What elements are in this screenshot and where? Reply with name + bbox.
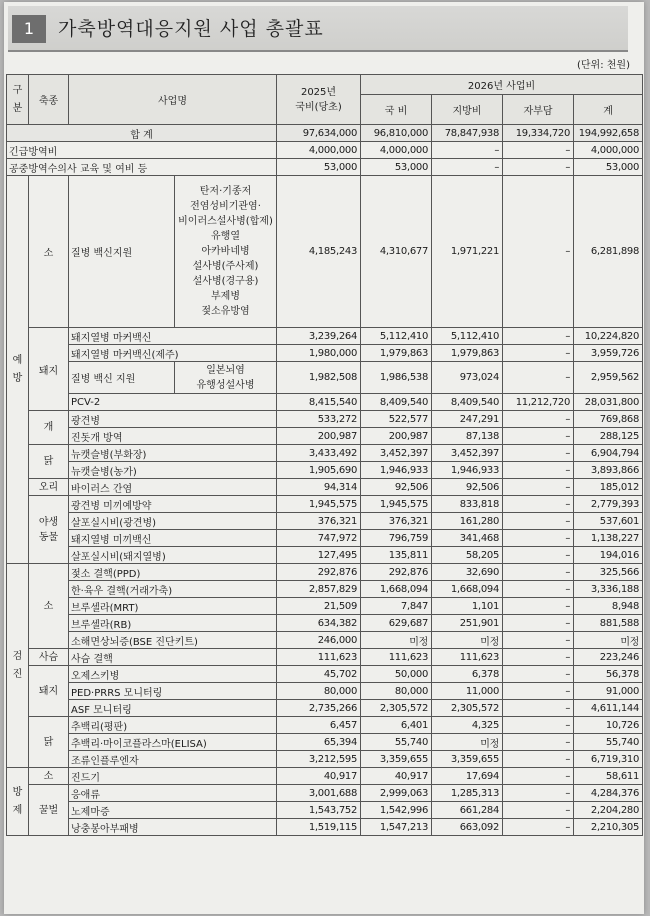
value-cell: 21,509 [277, 598, 361, 615]
section-number: 1 [12, 15, 46, 43]
table-row [7, 632, 643, 649]
value-cell: 341,468 [432, 530, 503, 547]
table-row [7, 564, 643, 581]
value-cell: 533,272 [277, 411, 361, 428]
project-name: 돼지열병 마커백신 [69, 328, 277, 345]
value-cell: 111,623 [432, 649, 503, 666]
value-cell: 2,999,063 [361, 785, 432, 802]
species-dog: 개 [29, 411, 69, 445]
project-name: PCV-2 [69, 394, 277, 411]
cell: 53,000 [574, 159, 643, 176]
cell: 4,000,000 [361, 142, 432, 159]
value-cell: 6,378 [432, 666, 503, 683]
table-row [7, 394, 643, 411]
col-species: 축종 [29, 75, 69, 125]
value-cell: 28,031,800 [574, 394, 643, 411]
cell: 78,847,938 [432, 125, 503, 142]
project-name: 광견병 [69, 411, 277, 428]
col-project: 사업명 [69, 75, 277, 125]
value-cell: – [503, 819, 574, 836]
cell: – [432, 142, 503, 159]
value-cell: 17,694 [432, 768, 503, 785]
value-cell: – [503, 176, 574, 328]
value-cell: 1,905,690 [277, 462, 361, 479]
value-cell: 881,588 [574, 615, 643, 632]
value-cell: 미정 [361, 632, 432, 649]
col-2025 [277, 75, 361, 125]
value-cell: 1,519,115 [277, 819, 361, 836]
value-cell: 376,321 [277, 513, 361, 530]
table-row [7, 615, 643, 632]
value-cell: 629,687 [361, 615, 432, 632]
table-row [7, 513, 643, 530]
value-cell: 10,726 [574, 717, 643, 734]
value-cell: 1,945,575 [277, 496, 361, 513]
value-cell: 미정 [432, 734, 503, 751]
value-cell: 58,611 [574, 768, 643, 785]
table-row [7, 683, 643, 700]
project-name: 젖소 결핵(PPD) [69, 564, 277, 581]
section-control-label: 방 제 [7, 768, 29, 836]
value-cell: 1,971,221 [432, 176, 503, 328]
project-name: 뉴캣슬병(농가) [69, 462, 277, 479]
value-cell: 2,779,393 [574, 496, 643, 513]
table-row [7, 700, 643, 717]
value-cell: 292,876 [361, 564, 432, 581]
value-cell: 537,601 [574, 513, 643, 530]
value-cell: 769,868 [574, 411, 643, 428]
cell: – [503, 142, 574, 159]
value-cell: 3,433,492 [277, 445, 361, 462]
value-cell: 194,016 [574, 547, 643, 564]
value-cell: 94,314 [277, 479, 361, 496]
project-name: 돼지열병 마커백신(제주) [69, 345, 277, 362]
cell: 194,992,658 [574, 125, 643, 142]
value-cell: 111,623 [277, 649, 361, 666]
table-row [7, 479, 643, 496]
value-cell: 1,945,575 [361, 496, 432, 513]
table-row [7, 462, 643, 479]
total-label: 합 계 [7, 125, 277, 142]
value-cell: – [503, 785, 574, 802]
value-cell: 200,987 [277, 428, 361, 445]
vet-edu-label: 공중방역수의사 교육 및 여비 등 [7, 159, 277, 176]
project-name: 사슴 결핵 [69, 649, 277, 666]
species-cattle: 소 [29, 768, 69, 785]
col-local: 지방비 [432, 95, 503, 125]
table-row [7, 328, 643, 345]
col-2026: 2026년 사업비 [361, 75, 643, 95]
value-cell: – [503, 802, 574, 819]
value-cell: 376,321 [361, 513, 432, 530]
vet-edu-row [7, 159, 643, 176]
value-cell: 80,000 [361, 683, 432, 700]
table-row [7, 768, 643, 785]
value-cell: 1,979,863 [432, 345, 503, 362]
unit-label: (단위: 천원) [577, 60, 630, 71]
value-cell: 522,577 [361, 411, 432, 428]
cell: – [503, 159, 574, 176]
table-row [7, 751, 643, 768]
value-cell: 1,946,933 [361, 462, 432, 479]
value-cell: – [503, 328, 574, 345]
value-cell: 663,092 [432, 819, 503, 836]
value-cell: – [503, 734, 574, 751]
value-cell: 1,138,227 [574, 530, 643, 547]
table-row [7, 598, 643, 615]
value-cell: 5,112,410 [361, 328, 432, 345]
value-cell: – [503, 462, 574, 479]
value-cell: 미정 [574, 632, 643, 649]
project-name: 노제마증 [69, 802, 277, 819]
disease-list: 탄저·기종저 전염성비기관염· 비이러스설사병(합제) 유행열 아카바네병 설사병(주사제) 설사병(경구용) 부제병 젖소유방염 [175, 176, 277, 328]
value-cell: 1,542,996 [361, 802, 432, 819]
species-pig: 돼지 [29, 666, 69, 717]
summary-table [6, 74, 643, 836]
value-cell: 3,001,688 [277, 785, 361, 802]
value-cell: 2,305,572 [432, 700, 503, 717]
value-cell: 3,359,655 [432, 751, 503, 768]
cell: 19,334,720 [503, 125, 574, 142]
species-deer: 사슴 [29, 649, 69, 666]
value-cell: 1,543,752 [277, 802, 361, 819]
table-row [7, 176, 643, 328]
table-row [7, 819, 643, 836]
value-cell: 6,904,794 [574, 445, 643, 462]
project-name: 응애류 [69, 785, 277, 802]
value-cell: 2,204,280 [574, 802, 643, 819]
col-2025-year: 2025년 [300, 86, 337, 98]
species-wild: 야생 동물 [29, 496, 69, 564]
table-row [7, 530, 643, 547]
value-cell: 11,000 [432, 683, 503, 700]
value-cell: 833,818 [432, 496, 503, 513]
value-cell: – [503, 683, 574, 700]
col-total: 계 [574, 95, 643, 125]
value-cell: 247,291 [432, 411, 503, 428]
project-name: 오제스키병 [69, 666, 277, 683]
value-cell: 3,359,655 [361, 751, 432, 768]
value-cell: 1,979,863 [361, 345, 432, 362]
table-row [7, 362, 643, 394]
table-row [7, 666, 643, 683]
total-row [7, 125, 643, 142]
project-name: 뉴캣슬병(부화장) [69, 445, 277, 462]
table-row [7, 581, 643, 598]
value-cell: 127,495 [277, 547, 361, 564]
value-cell: 80,000 [277, 683, 361, 700]
value-cell: 1,668,094 [432, 581, 503, 598]
value-cell: 4,185,243 [277, 176, 361, 328]
value-cell: – [503, 632, 574, 649]
project-name: 브루셀라(MRT) [69, 598, 277, 615]
value-cell: – [503, 428, 574, 445]
value-cell: – [503, 513, 574, 530]
project-name: 광견병 미끼예방약 [69, 496, 277, 513]
value-cell: 135,811 [361, 547, 432, 564]
value-cell: 미정 [432, 632, 503, 649]
project-name: 진드기 [69, 768, 277, 785]
value-cell: 56,378 [574, 666, 643, 683]
section-header [8, 6, 628, 52]
value-cell: – [503, 649, 574, 666]
value-cell: 32,690 [432, 564, 503, 581]
value-cell: 87,138 [432, 428, 503, 445]
table-row [7, 345, 643, 362]
value-cell: 185,012 [574, 479, 643, 496]
value-cell: – [503, 496, 574, 513]
value-cell: – [503, 345, 574, 362]
value-cell: – [503, 598, 574, 615]
value-cell: 4,310,677 [361, 176, 432, 328]
value-cell: 292,876 [277, 564, 361, 581]
value-cell: 796,759 [361, 530, 432, 547]
value-cell: 6,281,898 [574, 176, 643, 328]
value-cell: 7,847 [361, 598, 432, 615]
value-cell: 200,987 [361, 428, 432, 445]
col-national: 국 비 [361, 95, 432, 125]
value-cell: 91,000 [574, 683, 643, 700]
value-cell: 50,000 [361, 666, 432, 683]
cell: 53,000 [277, 159, 361, 176]
table-row [7, 649, 643, 666]
value-cell: 8,409,540 [432, 394, 503, 411]
value-cell: – [503, 768, 574, 785]
value-cell: – [503, 751, 574, 768]
species-duck: 오리 [29, 479, 69, 496]
value-cell: 40,917 [277, 768, 361, 785]
table-row [7, 411, 643, 428]
project-name: 질병 백신지원 [69, 176, 175, 328]
value-cell: 4,611,144 [574, 700, 643, 717]
value-cell: 11,212,720 [503, 394, 574, 411]
col-self: 자부담 [503, 95, 574, 125]
value-cell: 8,415,540 [277, 394, 361, 411]
value-cell: 1,986,538 [361, 362, 432, 394]
value-cell: 55,740 [361, 734, 432, 751]
value-cell: 251,901 [432, 615, 503, 632]
document-page [4, 2, 644, 914]
emergency-label: 긴급방역비 [7, 142, 277, 159]
project-name: 한·육우 결핵(거래가축) [69, 581, 277, 598]
value-cell: – [503, 564, 574, 581]
value-cell: – [503, 547, 574, 564]
table-row [7, 496, 643, 513]
value-cell: 288,125 [574, 428, 643, 445]
table-row [7, 445, 643, 462]
project-name: 돼지열병 미끼백신 [69, 530, 277, 547]
project-name: ASF 모니터링 [69, 700, 277, 717]
value-cell: 661,284 [432, 802, 503, 819]
project-name: 조류인플루엔자 [69, 751, 277, 768]
table-row [7, 785, 643, 802]
value-cell: 747,972 [277, 530, 361, 547]
cell: 53,000 [361, 159, 432, 176]
value-cell: 3,959,726 [574, 345, 643, 362]
value-cell: 3,212,595 [277, 751, 361, 768]
species-chicken: 닭 [29, 445, 69, 479]
species-chicken: 닭 [29, 717, 69, 768]
value-cell: 161,280 [432, 513, 503, 530]
value-cell: 6,719,310 [574, 751, 643, 768]
emergency-row [7, 142, 643, 159]
value-cell: 40,917 [361, 768, 432, 785]
table-row [7, 547, 643, 564]
value-cell: 111,623 [361, 649, 432, 666]
value-cell: 1,946,933 [432, 462, 503, 479]
project-name: 추백리(평판) [69, 717, 277, 734]
cell: 4,000,000 [574, 142, 643, 159]
value-cell: 3,452,397 [361, 445, 432, 462]
cell: – [432, 159, 503, 176]
value-cell: 1,668,094 [361, 581, 432, 598]
value-cell: 6,401 [361, 717, 432, 734]
value-cell: 92,506 [361, 479, 432, 496]
value-cell: 65,394 [277, 734, 361, 751]
section-inspection-label: 검 진 [7, 564, 29, 768]
value-cell: – [503, 666, 574, 683]
value-cell: 973,024 [432, 362, 503, 394]
value-cell: 4,284,376 [574, 785, 643, 802]
value-cell: 2,210,305 [574, 819, 643, 836]
species-pig: 돼지 [29, 328, 69, 411]
value-cell: – [503, 615, 574, 632]
value-cell: 1,547,213 [361, 819, 432, 836]
value-cell: 55,740 [574, 734, 643, 751]
value-cell: – [503, 479, 574, 496]
value-cell: – [503, 581, 574, 598]
value-cell: 2,305,572 [361, 700, 432, 717]
table-row [7, 734, 643, 751]
value-cell: 10,224,820 [574, 328, 643, 345]
value-cell: 246,000 [277, 632, 361, 649]
cell: 97,634,000 [277, 125, 361, 142]
project-name: 브루셀라(RB) [69, 615, 277, 632]
section-prevention-label: 예 방 [7, 176, 29, 564]
value-cell: 325,566 [574, 564, 643, 581]
value-cell: 1,980,000 [277, 345, 361, 362]
table-row [7, 802, 643, 819]
value-cell: 1,285,313 [432, 785, 503, 802]
table-row [7, 428, 643, 445]
value-cell: 2,959,562 [574, 362, 643, 394]
project-name: 소해면상뇌증(BSE 진단키트) [69, 632, 277, 649]
col-gubun: 구분 [7, 75, 29, 125]
value-cell: 58,205 [432, 547, 503, 564]
value-cell: 2,857,829 [277, 581, 361, 598]
project-name: 진돗개 방역 [69, 428, 277, 445]
vaccine-sub: 일본뇌염 유행성설사병 [175, 362, 277, 394]
value-cell: 634,382 [277, 615, 361, 632]
cell: 96,810,000 [361, 125, 432, 142]
species-cattle: 소 [29, 176, 69, 328]
project-name: 살포실시비(돼지열병) [69, 547, 277, 564]
page-title: 가축방역대응지원 사업 총괄표 [58, 18, 324, 40]
value-cell: 1,101 [432, 598, 503, 615]
value-cell: – [503, 411, 574, 428]
value-cell: – [503, 717, 574, 734]
project-name: 바이러스 간염 [69, 479, 277, 496]
value-cell: 1,982,508 [277, 362, 361, 394]
cell: 4,000,000 [277, 142, 361, 159]
col-2025-sub: 국비(당초) [295, 101, 342, 113]
value-cell: 4,325 [432, 717, 503, 734]
project-name: 살포실시비(광견병) [69, 513, 277, 530]
species-cattle: 소 [29, 564, 69, 649]
value-cell: 8,948 [574, 598, 643, 615]
table-row [7, 717, 643, 734]
project-name: 낭충봉아부패병 [69, 819, 277, 836]
value-cell: 45,702 [277, 666, 361, 683]
value-cell: 2,735,266 [277, 700, 361, 717]
value-cell: 3,452,397 [432, 445, 503, 462]
value-cell: – [503, 700, 574, 717]
value-cell: – [503, 362, 574, 394]
project-name: 질병 백신 지원 [69, 362, 175, 394]
value-cell: 8,409,540 [361, 394, 432, 411]
value-cell: – [503, 445, 574, 462]
value-cell: 3,239,264 [277, 328, 361, 345]
value-cell: 3,893,866 [574, 462, 643, 479]
value-cell: 3,336,188 [574, 581, 643, 598]
value-cell: 5,112,410 [432, 328, 503, 345]
value-cell: 6,457 [277, 717, 361, 734]
project-name: PED·PRRS 모니터링 [69, 683, 277, 700]
value-cell: 223,246 [574, 649, 643, 666]
value-cell: 92,506 [432, 479, 503, 496]
value-cell: – [503, 530, 574, 547]
species-bee: 꿀벌 [29, 785, 69, 836]
project-name: 추백리·마이코플라스마(ELISA) [69, 734, 277, 751]
